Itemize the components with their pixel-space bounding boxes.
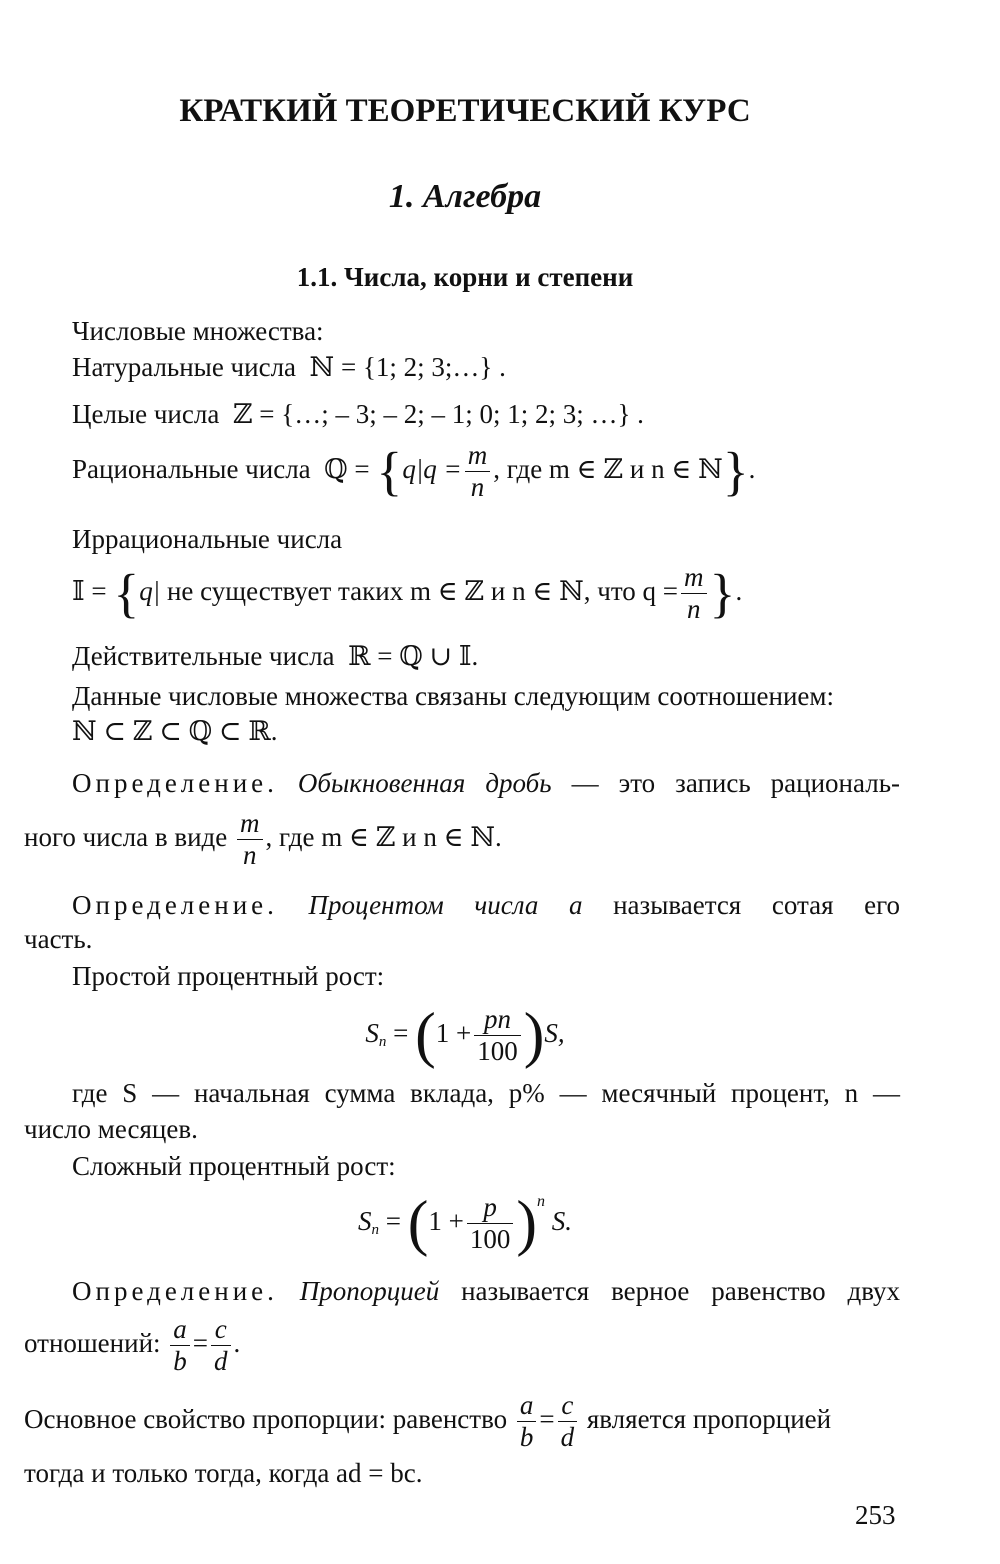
chapter-heading: 1. Алгебра (388, 178, 542, 215)
paren-open: ( (415, 1001, 436, 1070)
real-numbers-line (72, 643, 478, 670)
definition-fraction-line2 (24, 808, 502, 871)
proportion-property-line2: тогда и только тогда, когда ad = bc. (24, 1458, 423, 1488)
property-text: Основное свойство пропорции: равенство (24, 1403, 508, 1434)
definition-text: отношений: (24, 1327, 161, 1358)
rational-numbers-line: Рациональные числа ℚ = {q|q = $\frac{m}{n}$ , где m ∈ ℤ и n ∈ ℕ}. (72, 440, 756, 503)
fraction-c-over-d: $\frac{c}{d}$ (211, 1314, 231, 1377)
formula-dot: . (233, 1327, 241, 1358)
paren-close: ) (523, 1001, 545, 1070)
simple-growth-note-line2: число месяцев. (24, 1114, 198, 1144)
page-number: 253 (855, 1500, 896, 1530)
definition-keyword: Определение. (72, 1276, 278, 1306)
rational-label: Рациональные числа (72, 453, 311, 484)
simple-growth-formula (0, 1001, 930, 1070)
integer-label: Целые числа (72, 399, 220, 429)
integer-formula: ℤ = {…; – 3; – 2; – 1; 0; 1; 2; 3; …} . (232, 399, 644, 429)
integer-numbers-line (72, 401, 644, 428)
natural-numbers-line (72, 354, 506, 381)
definition-proportion-line1 (72, 1276, 900, 1307)
fraction-m-over-n: $\frac{m}{n}$ (681, 562, 707, 625)
irrational-text: не существует таких m ∈ ℤ и n ∈ ℕ, что q = (166, 575, 679, 606)
definition-text: — это запись рациональ- (571, 768, 901, 798)
formula-one-plus: 1 + (435, 1017, 472, 1048)
definition-term: Обыкновенная дробь (297, 768, 552, 798)
section-heading: 1.1. Числа, корни и степени (296, 262, 634, 292)
proportion-property-line1 (24, 1390, 831, 1453)
definition-keyword: Определение. (72, 890, 278, 920)
irrational-set-start: q| (139, 575, 161, 606)
definition-proportion-line2 (24, 1314, 240, 1377)
natural-formula: ℕ = {1; 2; 3;…} . (309, 352, 506, 382)
fraction-a-over-b: $\frac{a}{b}$ (517, 1390, 537, 1453)
formula-tail: S. (551, 1205, 573, 1236)
property-text: является пропорцией (586, 1403, 832, 1434)
paren-open: ( (407, 1189, 429, 1258)
formula-equals: = (385, 1205, 401, 1236)
definition-text: , где m ∈ ℤ и n ∈ ℕ. (265, 821, 502, 852)
fraction-c-over-d: $\frac{c}{d}$ (558, 1390, 578, 1453)
paren-close: ) (516, 1189, 538, 1258)
simple-growth-note-line1: где S — начальная сумма вклада, p% — месячный процент, n — (72, 1078, 900, 1108)
definition-percent-line1 (72, 890, 900, 921)
formula-tail: S, (544, 1017, 565, 1048)
formula-exponent: n (537, 1192, 546, 1210)
natural-label: Натуральные числа (72, 352, 297, 382)
brace-open: { (376, 441, 403, 502)
irrational-lhs: 𝕀 = (72, 575, 107, 606)
definition-percent-line2: часть. (24, 924, 93, 954)
formula-equals: = (539, 1403, 555, 1434)
formula-lhs: S (365, 1017, 379, 1048)
fraction-a-over-b: $\frac{a}{b}$ (170, 1314, 190, 1377)
irrational-formula-line: 𝕀 = {q| не существует таких m ∈ ℤ и n ∈ ℕ, что q = $\frac{m}{n}$ }. (72, 562, 743, 625)
fraction-m-over-n: $\frac{m}{n}$ (465, 440, 491, 503)
compound-growth-formula (0, 1189, 930, 1258)
definition-term: Процентом числа a (308, 890, 583, 920)
fraction-m-over-n: $\frac{m}{n}$ (237, 808, 263, 871)
rational-set-start: q|q = (402, 453, 462, 484)
irrational-label: Иррациональные числа (72, 524, 343, 554)
brace-close: } (709, 563, 736, 624)
formula-subscript: n (378, 1033, 387, 1050)
brace-open: { (113, 563, 140, 624)
page-title: КРАТКИЙ ТЕОРЕТИЧЕСКИЙ КУРС (179, 93, 751, 129)
real-formula: ℝ = ℚ ∪ 𝕀. (348, 641, 479, 671)
formula-lhs: S (357, 1205, 372, 1236)
real-label: Действительные числа (72, 641, 335, 671)
definition-text: называется верное равенство двух (461, 1276, 901, 1306)
simple-growth-label: Простой процентный рост: (72, 961, 385, 991)
relation-text: Данные числовые множества связаны следующим соотношением: (72, 681, 834, 711)
definition-text: называется сотая его (613, 890, 901, 920)
definition-fraction-line1 (72, 768, 900, 799)
formula-equals: = (393, 1017, 409, 1048)
definition-text: ного числа в виде (24, 821, 228, 852)
formula-equals: = (192, 1327, 209, 1358)
definition-keyword: Определение. (72, 768, 278, 798)
rational-set-end: , где m ∈ ℤ и n ∈ ℕ (493, 453, 723, 484)
fraction-pn-over-100: $\frac{pn}{100}$ (474, 1004, 521, 1067)
definition-term: Пропорцией (299, 1276, 440, 1306)
formula-one-plus: 1 + (428, 1205, 464, 1236)
rational-lhs: ℚ = (324, 453, 370, 484)
sets-intro: Числовые множества: (72, 316, 324, 346)
relation-formula: ℕ ⊂ ℤ ⊂ ℚ ⊂ ℝ. (72, 716, 278, 746)
compound-growth-label: Сложный процентный рост: (72, 1151, 396, 1181)
fraction-p-over-100: $\frac{p}{100}$ (467, 1192, 514, 1255)
formula-subscript: n (371, 1221, 379, 1238)
brace-close: } (722, 441, 749, 502)
